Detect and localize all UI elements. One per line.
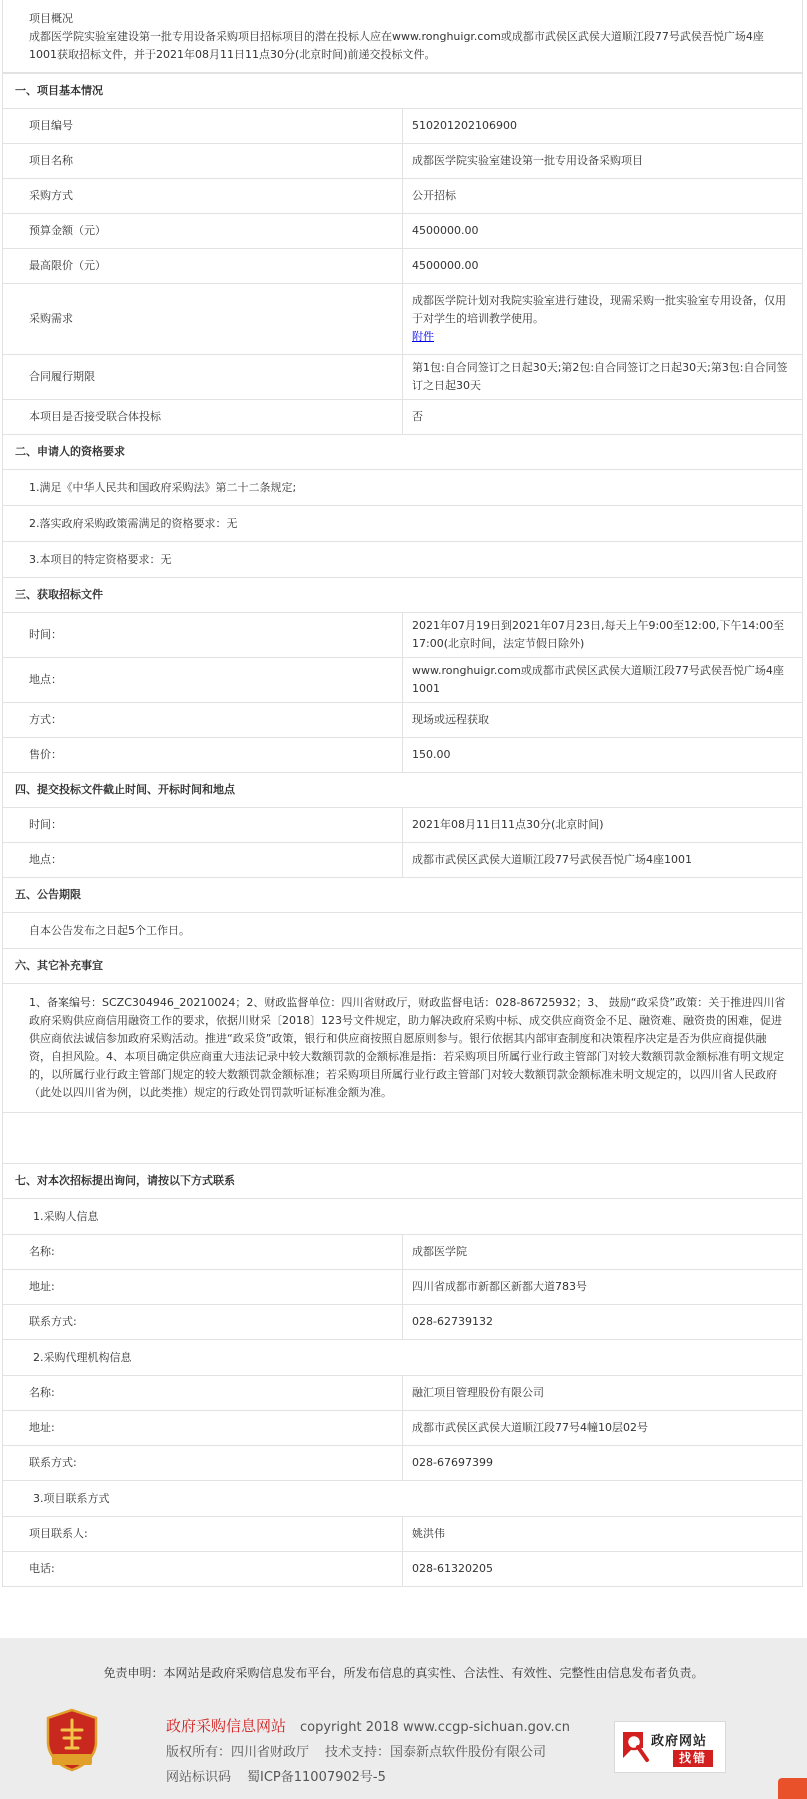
contact-group-title: 2.采购代理机构信息 bbox=[3, 1340, 803, 1376]
qualification-item-row bbox=[3, 506, 803, 542]
field-label: 地点： bbox=[3, 843, 403, 878]
field-label: 项目联系人: bbox=[3, 1517, 403, 1552]
field-label: 联系方式: bbox=[3, 1446, 403, 1481]
contact-row bbox=[3, 1235, 803, 1270]
supplementary-text-row bbox=[3, 984, 803, 1113]
section-supplementary-header-row bbox=[3, 949, 803, 984]
basic-info-row bbox=[3, 249, 803, 284]
field-value: 公开招标 bbox=[403, 179, 803, 214]
section-contact-title: 七、对本次招标提出询问，请按以下方式联系 bbox=[3, 1164, 803, 1199]
deadline-row bbox=[3, 843, 803, 878]
field-label: 地址: bbox=[3, 1411, 403, 1446]
contact-row bbox=[3, 1517, 803, 1552]
field-value: 成都医学院实验室建设第一批专用设备采购项目 bbox=[403, 144, 803, 179]
qualification-item-row bbox=[3, 542, 803, 578]
field-value: 4500000.00 bbox=[403, 214, 803, 249]
field-label: 地址: bbox=[3, 1270, 403, 1305]
supplementary-text: 1、备案编号：SCZC304946_20210024；2、财政监督单位：四川省财政厅，财政监督电话：028-86725932；3、 鼓励“政采贷”政策：关于推进四川省政府采购供应商信用融资工作的要求，依据川财采〔2018〕123号文件规定，助力解决政府采购中标、成交供应商资金不足、融资难、融资贵的困难，促进供应商依法诚信参加政府采购活动。推进“政采贷”政策，银行和供应商按照自愿原则参与。银行依据其内部审查制度和决策程序决定是否为供应商提供融资，自担风险。4、本项目确定供应商重大违法记录中较大数额罚款的金额标准是指：若采购项目所属行业行政主管部门对较大数额罚款金额标准有明文规定的，以所属行业行政主管部门规定的较大数额罚款金额标准；若采购项目所属行业行政主管部门对较大数额罚款金额标准未明文规定的，以四川省人民政府（此处以四川省为例，以此类推）规定的行政处罚罚款听证标准金额为准。 bbox=[3, 984, 803, 1113]
qualification-item-row bbox=[3, 470, 803, 506]
contact-group-title-row bbox=[3, 1340, 803, 1376]
procurement-notice bbox=[2, 0, 803, 1587]
field-label: 名称: bbox=[3, 1235, 403, 1270]
field-label: 地点： bbox=[3, 658, 403, 703]
contact-group-title: 1.采购人信息 bbox=[3, 1199, 803, 1235]
basic-info-row bbox=[3, 144, 803, 179]
field-label: 联系方式: bbox=[3, 1305, 403, 1340]
field-value: 2021年07月19日到2021年07月23日,每天上午9:00至12:00,下午14:00至17:00(北京时间，法定节假日除外) bbox=[403, 613, 803, 658]
basic-info-row bbox=[3, 284, 803, 355]
field-label: 电话: bbox=[3, 1552, 403, 1587]
field-label: 名称: bbox=[3, 1376, 403, 1411]
contact-row bbox=[3, 1411, 803, 1446]
gov-site-error-report-button[interactable] bbox=[614, 1721, 726, 1773]
field-value: 姚洪伟 bbox=[403, 1517, 803, 1552]
contact-group-title-row bbox=[3, 1481, 803, 1517]
obtain-docs-row bbox=[3, 738, 803, 773]
section-deadline-header-row bbox=[3, 773, 803, 808]
qualification-item: 3.本项目的特定资格要求：无 bbox=[3, 542, 803, 578]
field-value: 第1包:自合同签订之日起30天;第2包:自合同签订之日起30天;第3包:自合同签订之日起30天 bbox=[403, 355, 803, 400]
field-label: 项目名称 bbox=[3, 144, 403, 179]
contact-row bbox=[3, 1376, 803, 1411]
section-obtain-documents-title: 三、获取招标文件 bbox=[3, 578, 803, 613]
field-label: 采购方式 bbox=[3, 179, 403, 214]
obtain-docs-row bbox=[3, 658, 803, 703]
contact-group-title-row bbox=[3, 1199, 803, 1235]
field-value: 现场或远程获取 bbox=[403, 703, 803, 738]
field-label: 合同履行期限 bbox=[3, 355, 403, 400]
demand-text: 成都医学院计划对我院实验室进行建设，现需采购一批实验室专用设备，仅用于对学生的培训教学使用。 bbox=[412, 294, 786, 325]
field-label: 本项目是否接受联合体投标 bbox=[3, 400, 403, 435]
footer-info bbox=[166, 1714, 570, 1790]
site-footer bbox=[0, 1638, 807, 1799]
field-value: 四川省成都市新都区新都大道783号 bbox=[403, 1270, 803, 1305]
party-government-badge[interactable] bbox=[44, 1708, 100, 1772]
site-id-label: 网站标识码 bbox=[166, 1770, 232, 1785]
basic-info-row bbox=[3, 179, 803, 214]
support-text: 技术支持：国泰新点软件股份有限公司 bbox=[325, 1745, 547, 1760]
qualification-item: 1.满足《中华人民共和国政府采购法》第二十二条规定; bbox=[3, 470, 803, 506]
notice-period-text: 自本公告发布之日起5个工作日。 bbox=[3, 913, 803, 949]
magnifier-icon bbox=[621, 1728, 651, 1766]
basic-info-row bbox=[3, 400, 803, 435]
section-basic-info-header-row bbox=[3, 74, 803, 109]
disclaimer: 免责申明：本网站是政府采购信息发布平台，所发布信息的真实性、合法性、有效性、完整性由信息发布者负责。 bbox=[103, 1666, 704, 1680]
contact-group-title: 3.项目联系方式 bbox=[3, 1481, 803, 1517]
field-value: 028-67697399 bbox=[403, 1446, 803, 1481]
field-value: 4500000.00 bbox=[403, 249, 803, 284]
copyright-text: copyright 2018 www.ccgp-sichuan.gov.cn bbox=[300, 1720, 571, 1735]
section-supplementary-title: 六、其它补充事宜 bbox=[3, 949, 803, 984]
section-notice-period-title: 五、公告期限 bbox=[3, 878, 803, 913]
field-value: 510201202106900 bbox=[403, 109, 803, 144]
field-label: 最高限价（元） bbox=[3, 249, 403, 284]
footer-line-3 bbox=[166, 1765, 570, 1790]
field-value: 028-62739132 bbox=[403, 1305, 803, 1340]
field-value: 2021年08月11日11点30分(北京时间) bbox=[403, 808, 803, 843]
notice-table bbox=[2, 73, 803, 1587]
section-qualification-title: 二、申请人的资格要求 bbox=[3, 435, 803, 470]
section-contact-header-row bbox=[3, 1164, 803, 1199]
field-value: 否 bbox=[403, 400, 803, 435]
project-overview bbox=[2, 0, 803, 73]
qualification-item: 2.落实政府采购政策需满足的资格要求：无 bbox=[3, 506, 803, 542]
icp-link[interactable]: 蜀ICP备11007902号-5 bbox=[247, 1770, 386, 1785]
field-value bbox=[403, 284, 803, 355]
contact-row bbox=[3, 1305, 803, 1340]
field-label: 时间： bbox=[3, 808, 403, 843]
section-deadline-title: 四、提交投标文件截止时间、开标时间和地点 bbox=[3, 773, 803, 808]
contact-row bbox=[3, 1270, 803, 1305]
owner-text: 版权所有：四川省财政厅 bbox=[166, 1745, 310, 1760]
overview-title: 项目概况 bbox=[29, 12, 73, 25]
basic-info-row bbox=[3, 355, 803, 400]
contact-row bbox=[3, 1446, 803, 1481]
obtain-docs-row bbox=[3, 703, 803, 738]
field-value: 成都市武侯区武侯大道顺江段77号4幢10层02号 bbox=[403, 1411, 803, 1446]
error-box-title: 政府网站 bbox=[651, 1734, 708, 1749]
basic-info-row bbox=[3, 109, 803, 144]
obtain-docs-row bbox=[3, 613, 803, 658]
attachment-link[interactable]: 附件 bbox=[412, 330, 434, 343]
basic-info-row bbox=[3, 214, 803, 249]
section-basic-info-title: 一、项目基本情况 bbox=[3, 74, 803, 109]
section-notice-period-header-row bbox=[3, 878, 803, 913]
deadline-row bbox=[3, 808, 803, 843]
blank-cell bbox=[3, 1113, 803, 1164]
field-value: 成都市武侯区武侯大道顺江段77号武侯吾悦广场4座1001 bbox=[403, 843, 803, 878]
error-box-action: 找错 bbox=[673, 1750, 713, 1767]
field-value: www.ronghuigr.com或成都市武侯区武侯大道顺江段77号武侯吾悦广场4座1001 bbox=[403, 658, 803, 703]
badge-shield-icon bbox=[44, 1708, 100, 1772]
blank-row bbox=[3, 1113, 803, 1164]
footer-line-2 bbox=[166, 1740, 570, 1765]
corner-widget-icon[interactable] bbox=[778, 1778, 807, 1799]
field-label: 时间： bbox=[3, 613, 403, 658]
contact-row bbox=[3, 1552, 803, 1587]
site-name-link[interactable]: 政府采购信息网站 bbox=[166, 1717, 287, 1735]
field-value: 融汇项目管理股份有限公司 bbox=[403, 1376, 803, 1411]
field-value: 成都医学院 bbox=[403, 1235, 803, 1270]
field-label: 方式： bbox=[3, 703, 403, 738]
field-label: 预算金额（元） bbox=[3, 214, 403, 249]
field-value: 150.00 bbox=[403, 738, 803, 773]
footer-line-1 bbox=[166, 1714, 570, 1740]
section-qualification-header-row bbox=[3, 435, 803, 470]
field-value: 028-61320205 bbox=[403, 1552, 803, 1587]
field-label: 采购需求 bbox=[3, 284, 403, 355]
notice-period-text-row bbox=[3, 913, 803, 949]
field-label: 项目编号 bbox=[3, 109, 403, 144]
overview-text: 成都医学院实验室建设第一批专用设备采购项目招标项目的潜在投标人应在www.ronghuigr.com或成都市武侯区武侯大道顺江段77号武侯吾悦广场4座1001获取招标文件，并于2021年08月11日11点30分(北京时间)前递交投标文件。 bbox=[29, 30, 764, 61]
field-label: 售价： bbox=[3, 738, 403, 773]
section-obtain-documents-header-row bbox=[3, 578, 803, 613]
